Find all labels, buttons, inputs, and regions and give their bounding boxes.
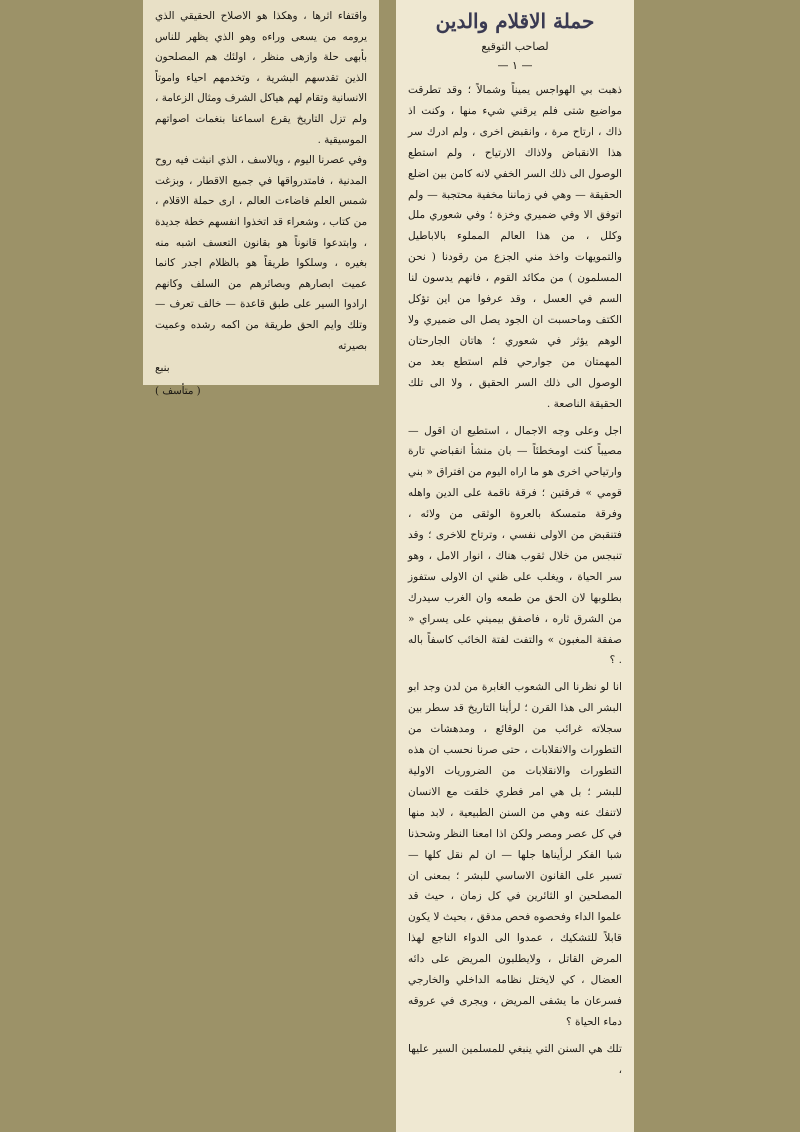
article-paragraph-3: انا لو نظرنا الى الشعوب الغابرة من لدن وجد ابو البشر الى هذا القرن ؛ لرأينا التاريخ قد سطر بين سجلاته غرائب من الوقائع ، ومدهشات من التطورات والانقلابات ، حتى صرنا نحسب ان هذه التطورات والانقلابات من الضروريات الاولية للبشر ؛ بل هي امر فطري خلقت مع الانسان لاتنفك عنه وهي من السنن الطبيعية ، لابد منها في كل عصر ومصر ولكن اذا امعنا النظر وشحذنا شبا الفكر لرأيناها جلها — ان لم نقل كلها — تسير على القانون الاساسي للبشر ؛ بمعنى ان المصلحين او الثائرين في كل زمان ، حيث قد علموا الداء وفحصوه فحص مدقق ، بحيث لا يكون قابلاً للتشكيك ، عمدوا الى الدواء الناجع لهذا المرض القاتل ، ولايطلبون المريض على دائه العضال ، كي لايختل نظامه الداخلي والخارجي فسرعان ما يشفى المريض ، ويجرى في عروقه دماء الحياة ؟	[408, 681, 622, 1028]
left-signature: بنبع	[155, 362, 170, 375]
left-paragraph-1: واقتفاء اثرها ، وهكذا هو الاصلاح الحقيقي الذي يرومه من يسعى وراءه وهو الذي يظهر للناس بأبهى حلة وازهى منظر ، اولئك هم المصلحون الذين تقدسهم البشرية ، وتخدمهم احياء واموتاً الانسانية وتقام لهم هياكل الشرف ومثال الزعامة ، ولم تزل التاريخ يقرع اسماعنا بنغمات اصواتهم الموسيقية .	[155, 10, 367, 146]
article-title: حملة الاقلام والدين	[435, 9, 595, 33]
article-byline: لصاحب التوقيع	[481, 40, 549, 53]
section-number: — ١ —	[497, 59, 533, 72]
left-paragraph-2: وفي عصرنا اليوم ، ويالاسف ، الذي انبثت فيه روح المدنية ، فامتدرواقها في جميع الاقطار ، وبزغت شمس العلم فاضاءت العالم ، ارى حملة الاقلام ، من كتاب ، وشعراء قد اتخذوا انفسهم خطة جديدة ، وابتدعوا قانوناً هو بقانون التعسف اشبه منه بغيره ، وسلكوا طريقاً هو بالظلام اجدر كانما عميت ابصارهم وبصائرهم من السلف وكانهم ارادوا السير على طبق قاعدة — خالف تعرف — وتلك وايم الحق طريقة من اكمه رشده وعميت بصيرته	[155, 154, 367, 352]
left-closing: ( متأسف )	[155, 384, 201, 397]
right-newspaper-clipping	[396, 0, 634, 1132]
left-newspaper-clipping	[143, 0, 379, 397]
article-paragraph-1: ذهبت بي الهواجس يميناً وشمالاً ؛ وقد تطرقت مواضيع شتى فلم يرقني شيء منها ، وكنت اذ ذاك ، ارتاح مرة ، وانقبض اخرى ، ولم ادرك سر هذا الانقباض ولاذاك الارتياح ، ولم استطع الوصول الى ذلك السر الخفي لانه كامن بين اضلع الحقيقة — وهي في زماننا مخفية محتجبة — ولم اتوفق الا وفي ضميري وخزة ؛ وفي شعوري ملل وكلل ، من هذا العالم المملوء بالاباطيل والتمويهات واخذ مني الجزع من رقودنا ( نحن المسلمون ) من مكائد القوم ، فانهم يدسون لنا السم في العسل ، وقد عرفوا من اين تؤكل الكتف وماحسبت ان الجود يصل الى ضميري ولا الوهم يؤثر في شعوري ؛ هاتان الجارحتان المهمتان من جوارحي فلم استطع بعد من الوصول الى ذلك السر الحقيق ، ولا الى تلك الحقيقة الناصعة .	[408, 84, 622, 410]
article-paragraph-4: تلك هي السنن التي ينبغي للمسلمين السير عليها ،	[408, 1042, 622, 1076]
article-paragraph-2: اجل وعلى وجه الاجمال ، استطيع ان اقول — مصيباً كنت اومخطئاً — بان منشأ انقباضي تارة وارتياحي اخرى هو ما اراه اليوم من افتراق « بني قومي » فرقتين ؛ فرقة ناقمة على الدين واهله وفرقة متمسكة بالعروة الوثقى من ولائه ، فتنقبض من الاولى نفسي ، وترتاح للاخرى ؛ وقد تنبجس من خلال ثقوب هناك ، انوار الامل ، وهو سر الحياة ، ويغلب على ظني ان الاولى ستفوز بطلوبها لان الحق من طمعه وان الغرب سيدرك من الشرق ثاره ، فاصفق بيميني على يسراي « صفقة المغبون » والتفت لفتة الخائب كاسفاً باله . ؟	[408, 424, 622, 667]
